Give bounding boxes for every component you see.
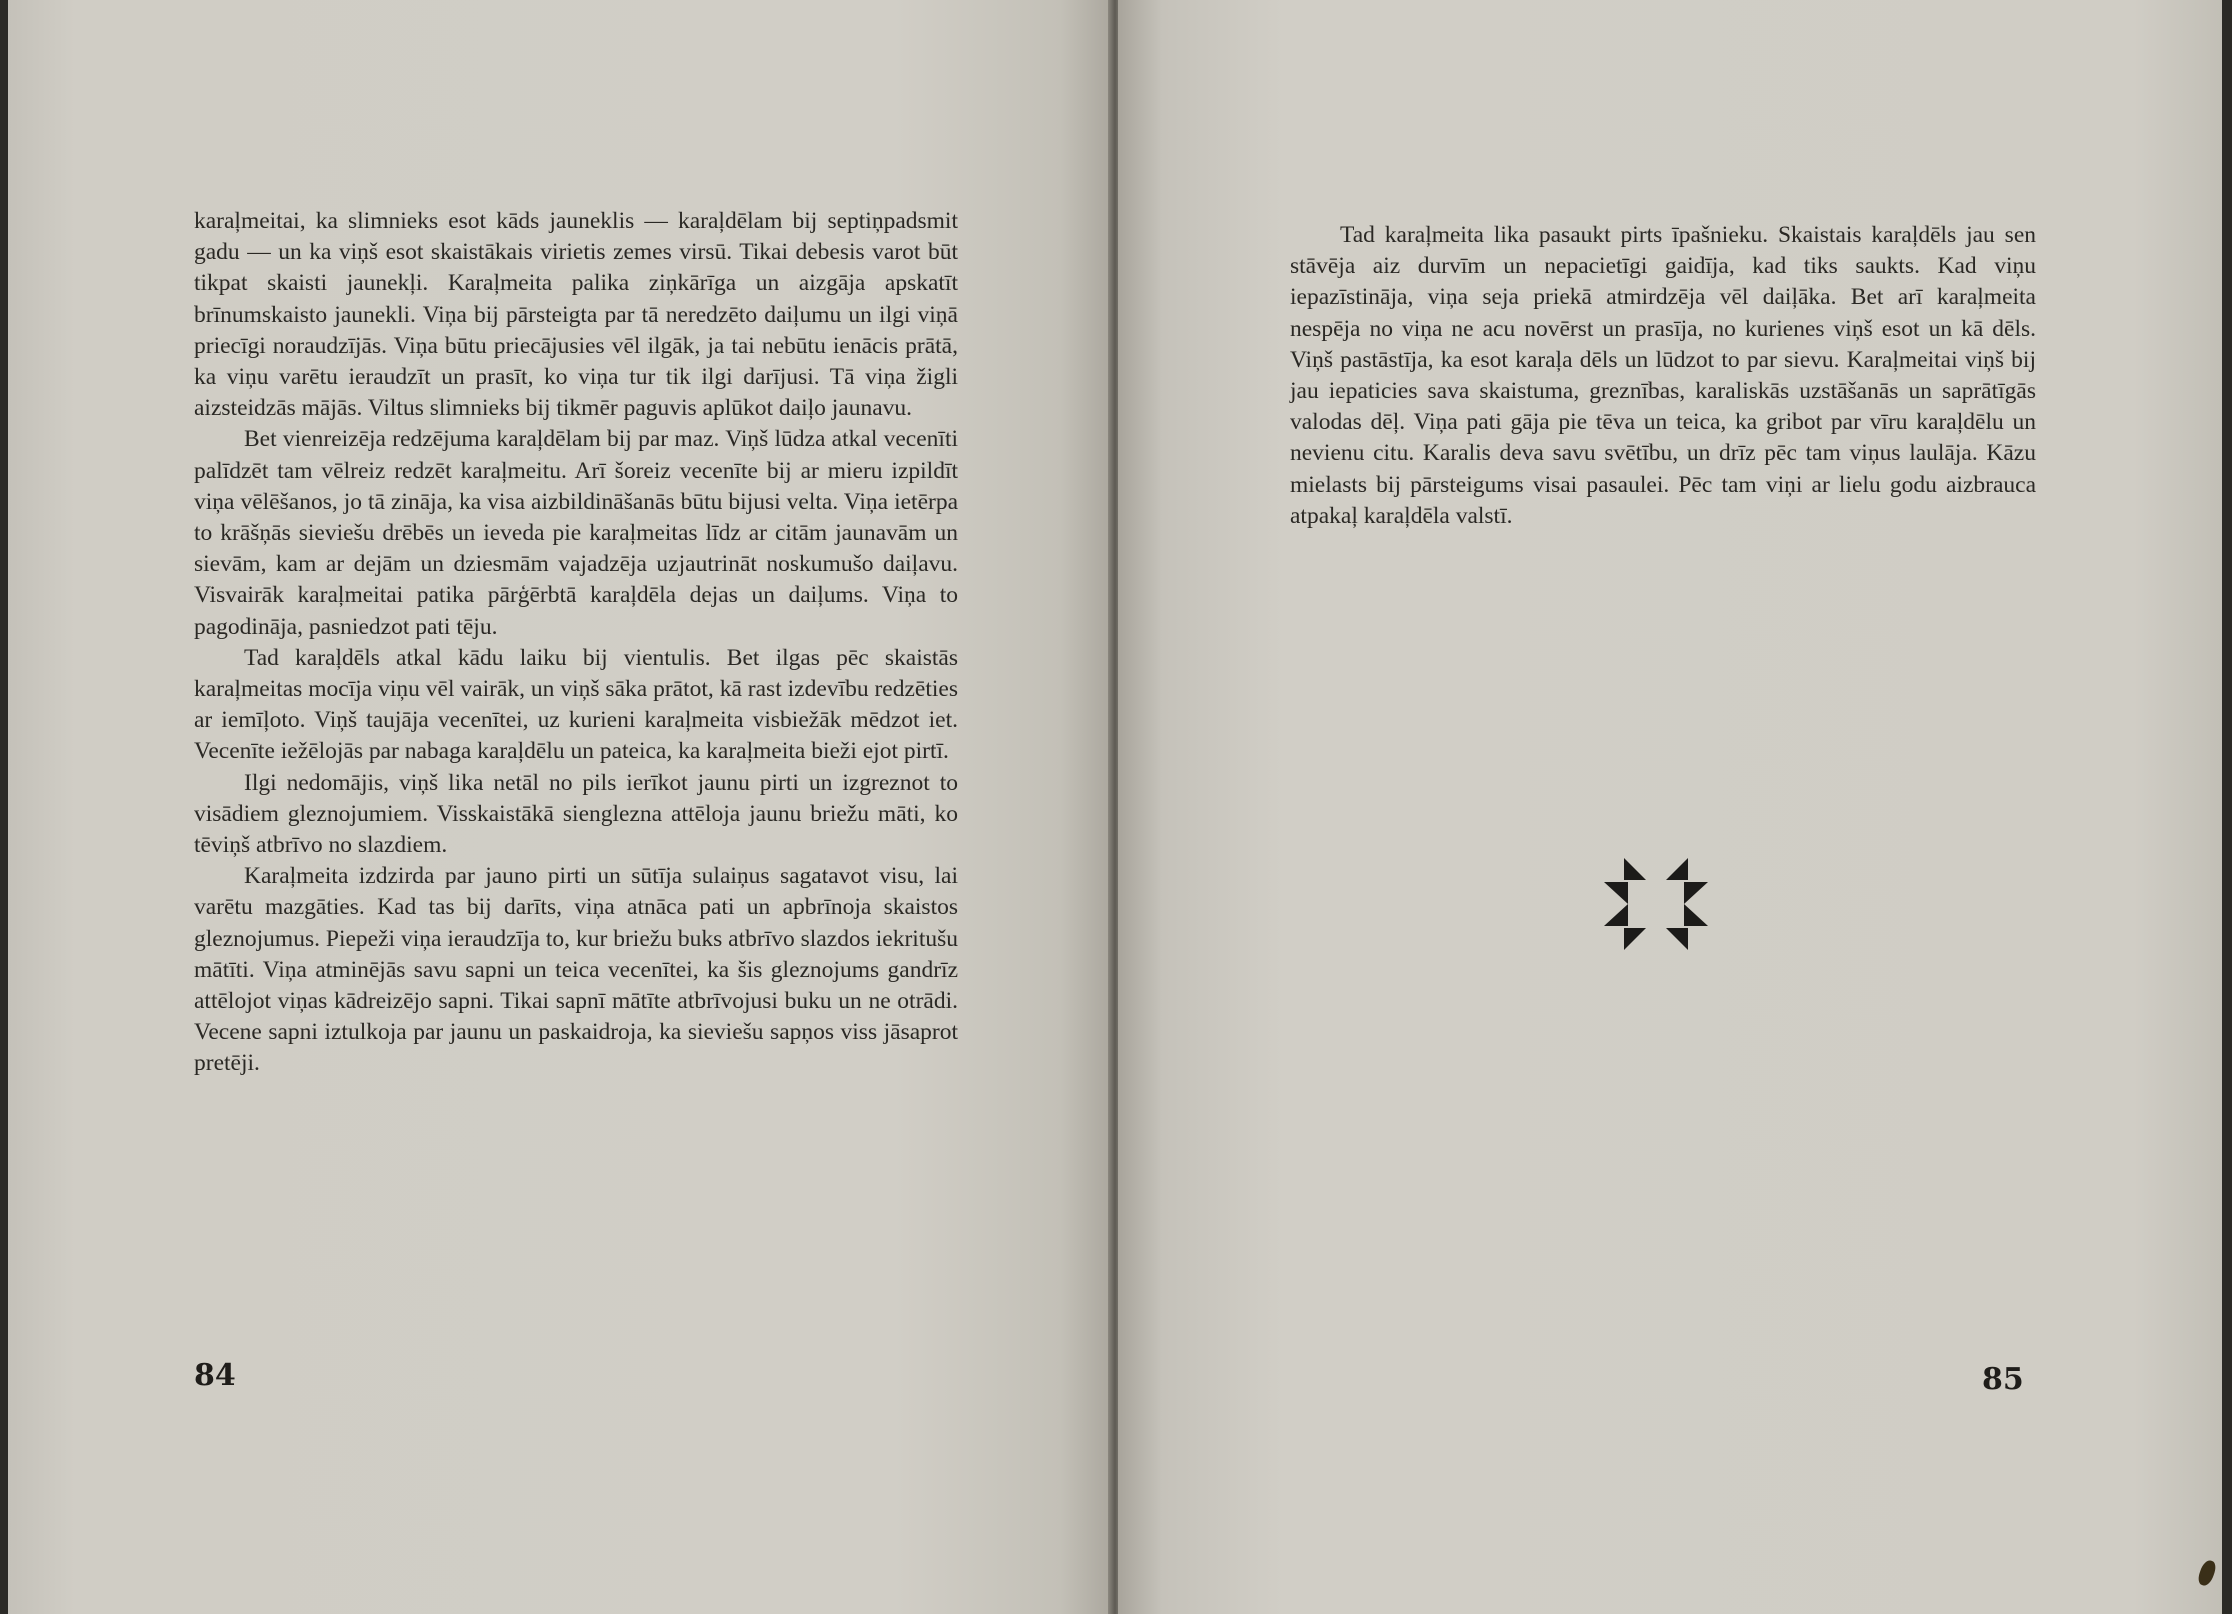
page-number-right: 85	[1982, 1362, 2024, 1397]
star-ornament-icon	[1594, 842, 1718, 966]
right-page-text	[1290, 220, 2036, 532]
right-page	[1118, 0, 2222, 1614]
left-page-text	[194, 206, 958, 1080]
paragraph: Tad karaļdēls atkal kādu laiku bij vientulis. Bet ilgas pēc skaistās karaļmeitas mocīja viņu vēl vairāk, un viņš sāka prātot, kā rast izdevību redzēties ar iemīļoto. Viņš taujāja vecenītei, uz kurieni karaļmeita visbiežāk mēdzot iet. Vecenīte iežēlojās par nabaga karaļdēlu un pateica, ka karaļmeita bieži ejot pirtī.	[194, 644, 958, 765]
left-page	[8, 0, 1116, 1614]
paragraph: Tad karaļmeita lika pasaukt pirts īpašnieku. Skaistais karaļdēls jau sen stāvēja aiz durvīm un nepacietīgi gaidīja, kad tiks saukts. Kad viņu iepazīstināja, viņa seja priekā atmirdzēja vēl daiļāka. Bet arī karaļmeita nespēja no viņa ne acu novērst un prasīja, no kurienes viņš esot un kā dēls. Viņš pastāstīja, ka esot karaļa dēls un lūdzot to par sievu. Karaļmeitai viņš bij jau iepaticies sava skaistuma, greznības, karaliskās uzstāšanās un saprātīgās valodas dēļ. Viņa pati gāja pie tēva un teica, ka gribot par vīru karaļdēlu un nevienu citu. Karalis deva savu svētību, un drīz pēc tam viņus laulāja. Kāzu mielasts bij pārsteigums visai pasaulei. Pēc tam viņi ar lielu godu aizbrauca atpakaļ karaļdēla valstī.	[1290, 222, 2036, 529]
paragraph: Ilgi nedomājis, viņš lika netāl no pils ierīkot jaunu pirti un izgreznot to visādiem gleznojumiem. Visskaistākā sienglezna attēloja jaunu briežu māti, ko tēviņš atbrīvo no slazdiem.	[194, 769, 958, 859]
paragraph: karaļmeitai, ka slimnieks esot kāds jauneklis — karaļdēlam bij septiņpadsmit gadu — un ka viņš esot skaistākais virietis zemes virsū. Tikai debesis varot būt tikpat skaisti jaunekļi. Karaļmeita palika ziņkārīga un aizgāja apskatīt brīnumskaisto jaunekli. Viņa bij pārsteigta par tā neredzēto daiļumu un ilgi viņā priecīgi noraudzījās. Viņa būtu priecājusies vēl ilgāk, ja tai nebūtu ienācis prātā, ka viņu varētu ieraudzīt un prasīt, ko viņa tur tik ilgi darījusi. Tā viņa žigli aizsteidzās mājās. Viltus slimnieks bij tikmēr paguvis aplūkot daiļo jaunavu.	[194, 208, 958, 422]
page-number-left: 84	[194, 1358, 236, 1393]
paragraph: Karaļmeita izdzirda par jauno pirti un sūtīja sulaiņus sagatavot visu, lai varētu mazgāties. Kad tas bij darīts, viņa atnāca pati un apbrīnoja skaistos gleznojumus. Piepeži viņa ieraudzīja to, kur briežu buks atbrīvo slazdos iekritušu mātīti. Viņa atminējās savu sapni un teica vecenītei, ka šis gleznojums gandrīz attēlojot viņas kādreizējo sapni. Tikai sapnī mātīte atbrīvojusi buku un ne otrādi. Vecene sapni iztulkoja par jaunu un paskaidroja, ka sieviešu sapņos viss jāsaprot pretēji.	[194, 863, 958, 1077]
paragraph: Bet vienreizēja redzējuma karaļdēlam bij par maz. Viņš lūdza atkal vecenīti palīdzēt tam vēlreiz redzēt karaļmeitu. Arī šoreiz vecenīte bij ar mieru izpildīt viņa vēlēšanos, jo tā zināja, ka visa aizbildināšanās būtu bijusi velta. Viņa ietērpa to krāšņās sieviešu drēbēs un ieveda pie karaļmeitas līdz ar citām jaunavām un sievām, kam ar dejām un dziesmām vajadzēja uzjautrināt noskumušo daiļavu. Visvairāk karaļmeitai patika pārģērbtā karaļdēla dejas un daiļums. Viņa to pagodināja, pasniedzot pati tēju.	[194, 426, 958, 640]
paper-stain	[2196, 1558, 2217, 1587]
